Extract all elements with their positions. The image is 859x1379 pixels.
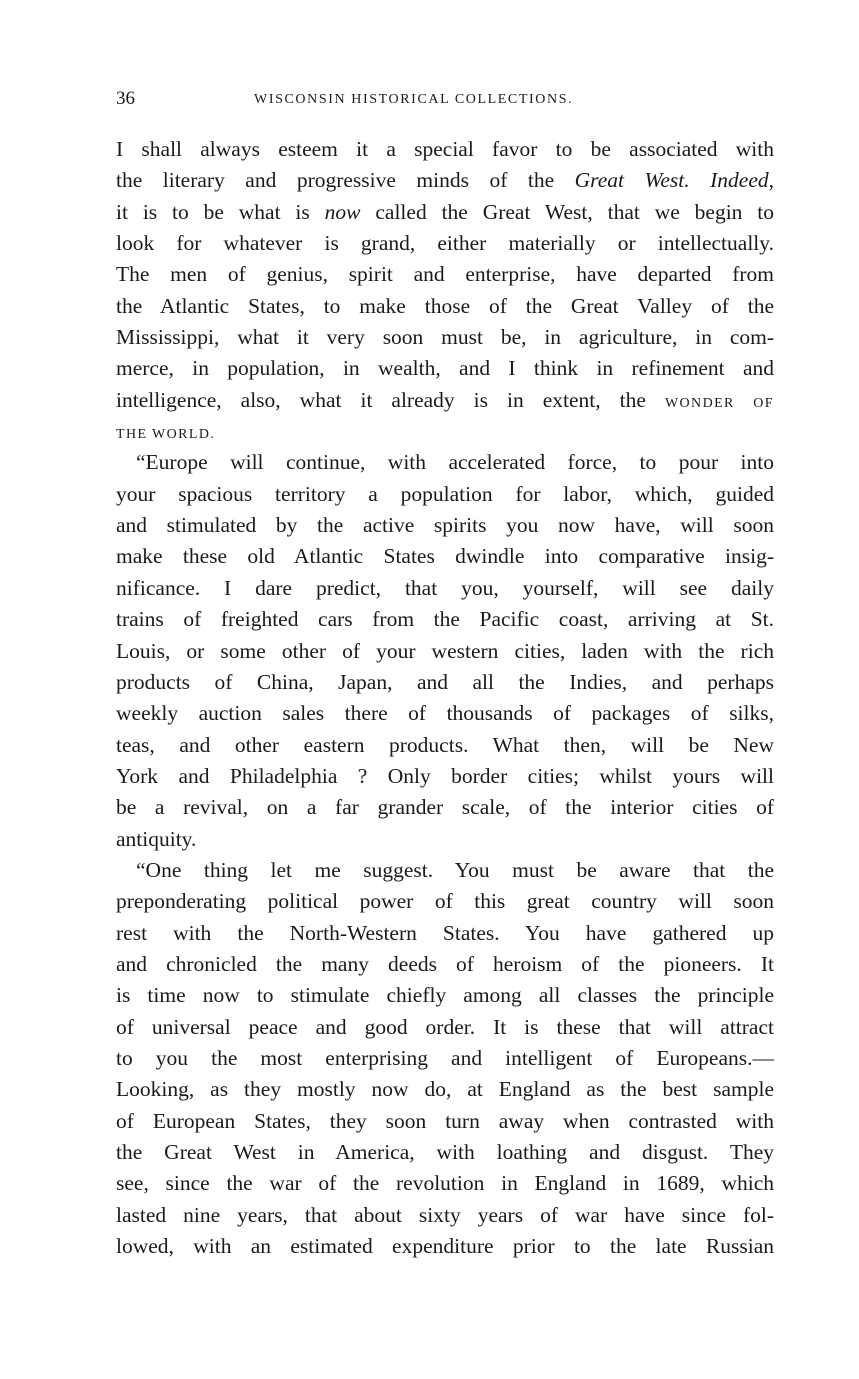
text-line: I shall always esteem it a special favor to be associated with xyxy=(116,137,774,161)
paragraph-1 xyxy=(116,134,774,447)
text-line: the Atlantic States, to make those of the Great Valley of the xyxy=(116,293,774,318)
text-line: trains of freighted cars from the Pacific coast, arriving at St. xyxy=(116,607,774,632)
text-line: see, since the war of the revolution in England in 1689, which xyxy=(116,1171,774,1196)
book-page xyxy=(116,88,774,1262)
text-line: intelligence, also, what it already is in extent, the WONDER OF xyxy=(116,387,774,412)
text-line: THE WORLD. xyxy=(116,427,216,443)
emphasis-now: now xyxy=(324,199,361,224)
text-line: to you the most enterprising and intelligent of Europeans.— xyxy=(116,1045,774,1070)
text-line: teas, and other eastern products. What then, will be New xyxy=(116,732,774,757)
text-line: “One thing let me suggest. You must be aware that the xyxy=(136,857,774,882)
text-line: The men of genius, spirit and enterprise, have departed from xyxy=(116,262,774,287)
text-line: is time now to stimulate chiefly among all classes the principle xyxy=(116,983,774,1008)
text-line: nificance. I dare predict, that you, yourself, will see daily xyxy=(116,575,774,600)
text-line: of European States, they soon turn away when contrasted with xyxy=(116,1108,774,1133)
text-line: products of China, Japan, and all the Indies, and perhaps xyxy=(116,669,774,694)
emphasis-indeed: Indeed, xyxy=(710,168,775,193)
text-line: lasted nine years, that about sixty years of war have since fol- xyxy=(116,1202,774,1227)
text-line: Looking, as they mostly now do, at England as the best sample xyxy=(116,1077,774,1102)
text-line: lowed, with an estimated expenditure prior to the late Russian xyxy=(116,1234,774,1259)
small-caps-wonder-of: WONDER OF xyxy=(664,395,774,411)
paragraph-3 xyxy=(116,855,774,1262)
text-line: “Europe will continue, with accelerated force, to pour into xyxy=(136,450,774,475)
text-line: the Great West in America, with loathing and disgust. They xyxy=(116,1140,774,1164)
text-line: and stimulated by the active spirits you now have, will soon xyxy=(116,513,774,538)
text-line: it is to be what is now called the Great West, that we begin to xyxy=(116,199,775,224)
body-text xyxy=(116,134,774,1262)
text-line: preponderating political power of this great country will soon xyxy=(116,889,774,914)
text-line: York and Philadelphia ? Only border cities; whilst yours will xyxy=(116,763,774,788)
text-line: Mississippi, what it very soon must be, in agriculture, in com- xyxy=(116,325,774,350)
paragraph-2 xyxy=(116,447,774,854)
emphasis-great-west: Great West. xyxy=(574,168,690,193)
text-line: antiquity. xyxy=(116,826,197,851)
text-line: and chronicled the many deeds of heroism of the pioneers. It xyxy=(116,951,774,976)
text-line: rest with the North-Western States. You have gathered up xyxy=(116,920,774,945)
text-line: look for whatever is grand, either materially or intellectually. xyxy=(116,231,774,256)
running-head: WISCONSIN HISTORICAL COLLECTIONS. xyxy=(254,92,574,107)
text-line: of universal peace and good order. It is these that will attract xyxy=(116,1014,774,1039)
text-line: weekly auction sales there of thousands of packages of silks, xyxy=(116,701,774,726)
page-header xyxy=(116,88,774,114)
text-line: merce, in population, in wealth, and I think in refinement and xyxy=(116,356,774,381)
text-line: be a revival, on a far grander scale, of the interior cities of xyxy=(116,795,774,820)
page-number: 36 xyxy=(116,88,135,109)
text-line: your spacious territory a population for labor, which, guided xyxy=(116,481,774,506)
text-line: the literary and progressive minds of the Great West. Indeed, xyxy=(116,168,775,193)
text-line: make these old Atlantic States dwindle into comparative insig- xyxy=(116,544,774,569)
text-line: Louis, or some other of your western cities, laden with the rich xyxy=(116,638,774,663)
